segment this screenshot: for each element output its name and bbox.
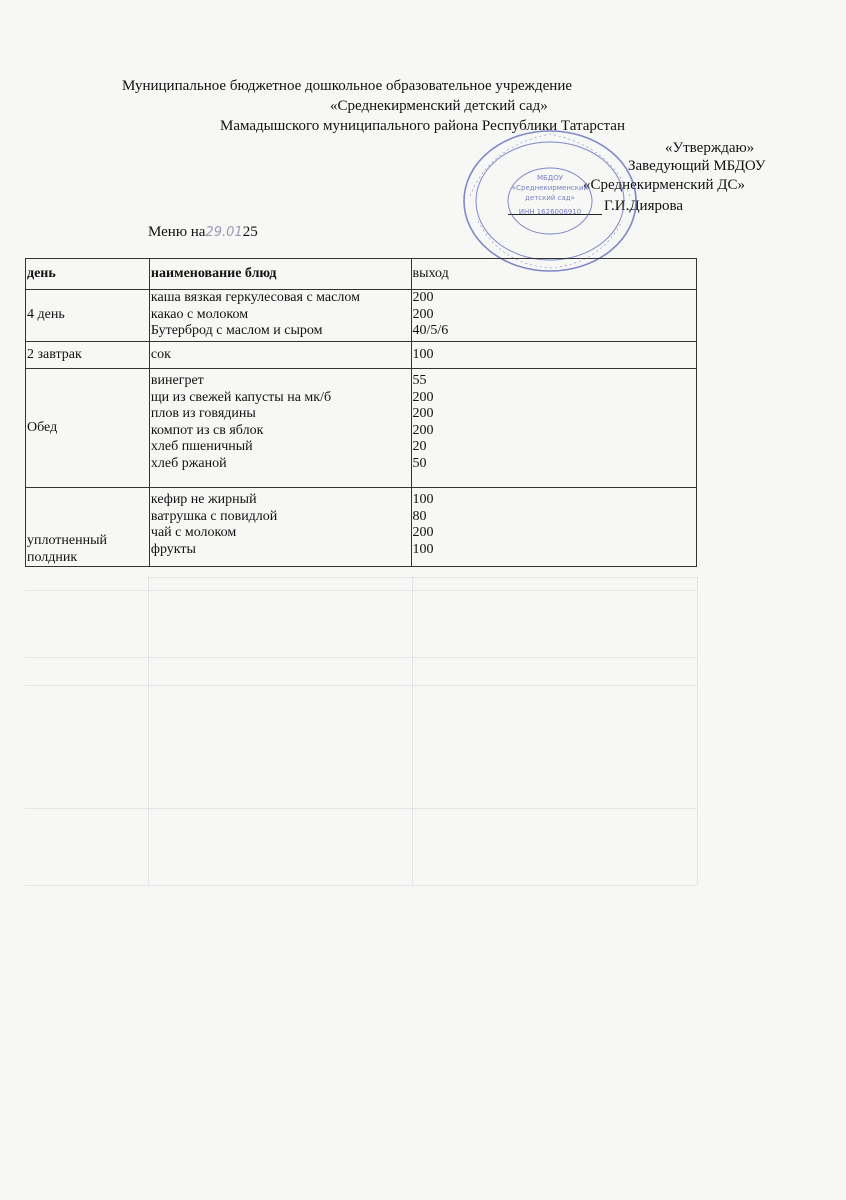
day-cell: 2 завтрак: [26, 342, 150, 369]
day-cell: [26, 488, 150, 567]
dish-yield: 40/5/6: [412, 323, 449, 338]
yield-cell: [411, 290, 696, 342]
yield-cell: [411, 488, 696, 567]
yield-cell: [411, 369, 696, 488]
dish-yield: 20: [412, 439, 427, 454]
approval-organization: «Среднекирменский ДС»: [583, 177, 746, 193]
dish-cell: [149, 342, 411, 369]
dish-yield: 100: [412, 541, 434, 557]
dish-yield: 100: [412, 492, 434, 507]
day-cell: Обед: [26, 369, 150, 488]
dish-name: Бутерброд с маслом и сыром: [150, 323, 323, 338]
dish-name: плов из говядины: [150, 406, 256, 421]
menu-title: [148, 224, 258, 241]
dish-name: чай с молоком: [150, 525, 237, 540]
dish-name: хлеб пшеничный: [150, 439, 253, 454]
dish-name: хлеб ржаной: [150, 455, 227, 471]
approval-heading: «Утверждаю»: [665, 140, 755, 156]
signatory-name: Г.И.Диярова: [604, 198, 684, 214]
dish-cell: [149, 488, 411, 567]
dish-yield: 55: [412, 373, 427, 388]
menu-date-year: 25: [242, 224, 258, 240]
dish-cell: [149, 369, 411, 488]
org-name-line-2: «Среднекирменский детский сад»: [330, 98, 548, 114]
dish-yield: 200: [412, 306, 434, 322]
stamp-line-3: детский сад»: [525, 194, 575, 202]
dish-yield: 200: [412, 389, 434, 405]
dish-name: ватрушка с повидлой: [150, 508, 278, 524]
official-stamp: [460, 126, 640, 276]
dish-yield: 200: [412, 525, 434, 540]
dish-yield: 200: [412, 406, 434, 421]
dish-yield: 200: [412, 422, 434, 438]
dish-name: какао с молоком: [150, 306, 249, 322]
dish-yield: 200: [412, 290, 434, 305]
dish-name: кефир не жирный: [150, 492, 257, 507]
day-cell: 4 день: [26, 290, 150, 342]
yield-cell: [411, 342, 696, 369]
column-header-yield: выход: [411, 259, 696, 290]
dish-cell: [149, 290, 411, 342]
day-label-line-1: уплотненный: [27, 533, 108, 548]
approval-position: Заведующий МБДОУ: [628, 158, 766, 174]
table-row: [26, 369, 697, 488]
dish-name: сок: [150, 346, 171, 362]
dish-yield: 80: [412, 508, 427, 524]
table-row: [26, 488, 697, 567]
table-row: [26, 342, 697, 369]
menu-title-prefix: Меню на: [148, 224, 206, 240]
dish-name: винегрет: [150, 373, 204, 388]
day-label-line-2: полдник: [27, 549, 78, 565]
dish-name: компот из св яблок: [150, 422, 264, 438]
menu-date-handwritten: 29.01: [205, 225, 243, 240]
org-name-line-3: Мамадышского муниципального района Республики Татарстан: [220, 118, 625, 134]
stamp-line-2: «Среднекирменский: [511, 184, 589, 192]
dish-name: фрукты: [150, 541, 196, 557]
dish-name: каша вязкая геркулесовая с маслом: [150, 290, 360, 305]
dish-yield: 100: [412, 346, 434, 362]
stamp-inn: ИНН 1626006910: [518, 208, 582, 216]
table-header-row: [26, 259, 697, 290]
menu-table: [25, 258, 697, 567]
column-header-dish: наименование блюд: [149, 259, 411, 290]
stamp-line-1: МБДОУ: [536, 174, 564, 182]
org-name-line-1: Муниципальное бюджетное дошкольное образовательное учреждение: [122, 78, 572, 94]
column-header-day: день: [26, 259, 150, 290]
table-row: [26, 290, 697, 342]
dish-name: щи из свежей капусты на мк/б: [150, 389, 332, 405]
dish-yield: 50: [412, 455, 427, 471]
